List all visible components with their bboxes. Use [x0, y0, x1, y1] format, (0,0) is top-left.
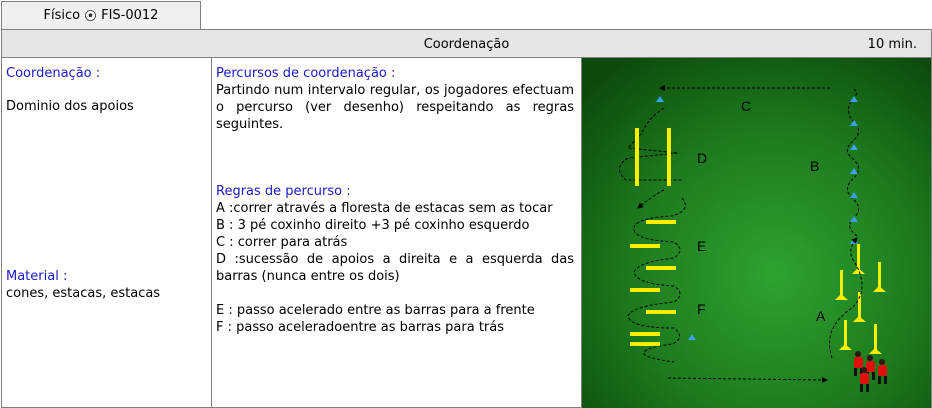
label-f: F	[697, 301, 706, 317]
tab-category: Físico	[43, 8, 81, 23]
exercise-title: Coordenação	[423, 37, 510, 52]
header-bar	[2, 30, 931, 58]
material-label: Material :	[6, 269, 68, 284]
bar-ef-1	[646, 220, 676, 224]
label-e: E	[697, 238, 707, 254]
exercise-card	[1, 29, 932, 408]
rule-c: C : correr para atrás	[216, 235, 348, 250]
rule-f: F : passo aceleradoentre as barras para trás	[216, 320, 504, 335]
pitch-diagram	[582, 58, 931, 408]
bar-ef-8	[630, 342, 660, 346]
rule-a: A :correr através a floresta de estacas sem as tocar	[216, 201, 553, 216]
rules-heading: Regras de percurso :	[216, 184, 351, 199]
bar-ef-6	[630, 332, 660, 336]
exercise-duration: 10 min.	[867, 37, 917, 52]
theme-value: Dominio dos apoios	[6, 99, 134, 114]
drill-diagram	[582, 58, 931, 408]
rule-b: B : 3 pé coxinho direito +3 pé coxinho esquerdo	[216, 218, 530, 233]
info-column	[2, 58, 212, 408]
course-description: Partindo num intervalo regular, os jogadores efectuam o percurso (ver desenho) respeitando as regras seguintes.	[216, 83, 574, 132]
bar-d-left	[635, 128, 639, 186]
material-value: cones, estacas, estacas	[6, 286, 161, 301]
exercise-tab[interactable]	[1, 1, 201, 29]
course-heading: Percursos de coordenação :	[216, 66, 396, 81]
bar-ef-2	[630, 244, 660, 248]
soccer-ball-icon	[85, 10, 96, 21]
bar-ef-5	[646, 310, 676, 314]
label-a: A	[816, 308, 826, 324]
theme-label: Coordenação :	[6, 66, 101, 81]
bar-ef-4	[630, 288, 660, 292]
bar-d-right	[667, 128, 671, 186]
label-b: B	[810, 158, 820, 174]
bar-ef-3	[646, 266, 676, 270]
rule-e: E : passo acelerado entre as barras para a frente	[216, 303, 535, 318]
grass-field	[582, 58, 931, 408]
tab-code: FIS-0012	[101, 8, 159, 23]
description-column	[212, 58, 582, 408]
rule-d: D :sucessão de apoios a direita e a esquerda das barras (nunca entre os dois)	[216, 252, 574, 284]
label-d: D	[697, 150, 708, 166]
label-c: C	[741, 98, 752, 114]
